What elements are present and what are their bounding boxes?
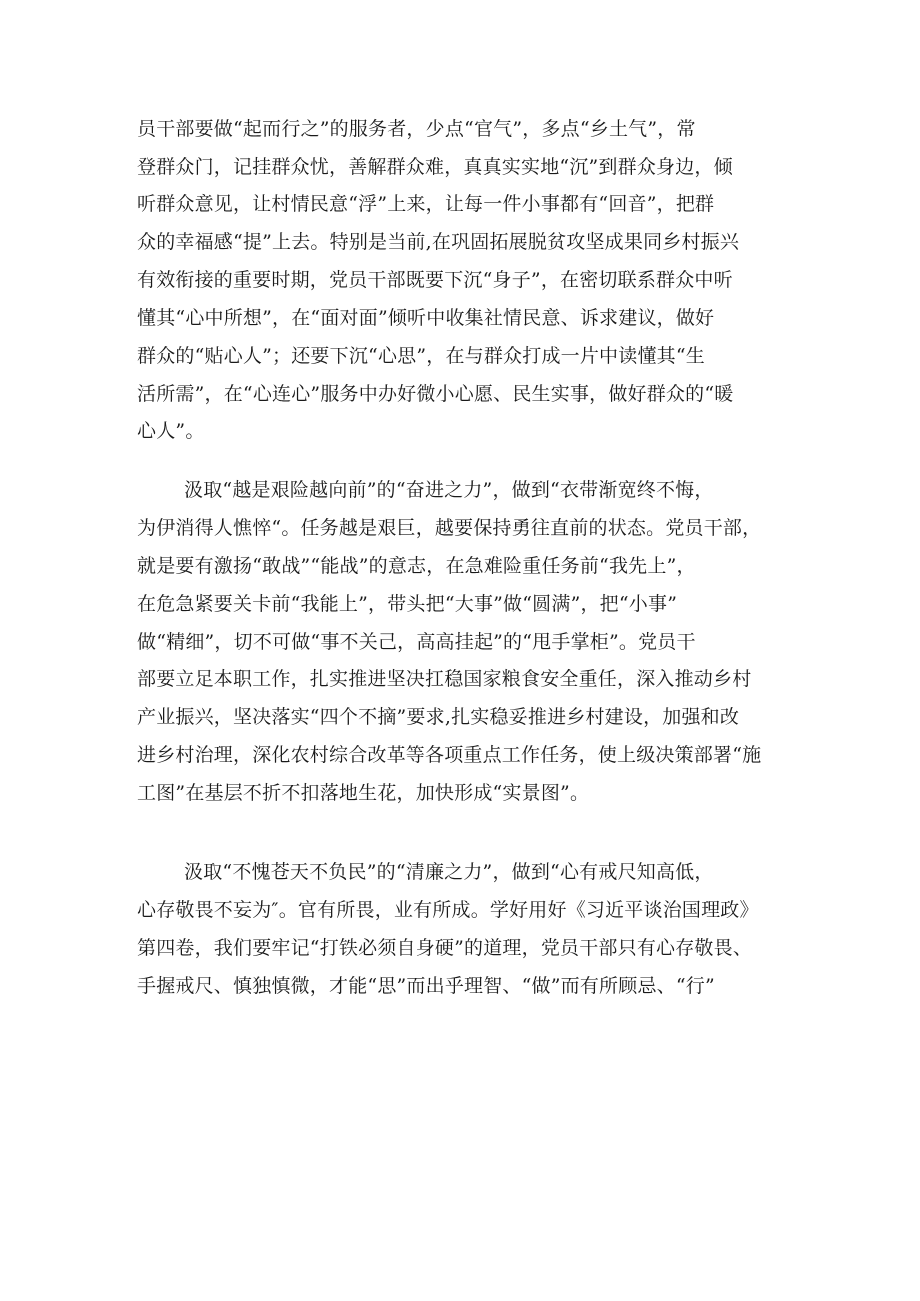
text-line: 做“精细”，切不可做“事不关己，高高挂起”的“甩手掌柜”。党员干 [137, 631, 696, 653]
text-line: 登群众门，记挂群众忧，善解群众难，真真实实地“沉”到群众身边，倾 [137, 156, 733, 178]
text-line: 懂其“心中所想”，在“面对面”倾听中收集社情民意、诉求建议，做好 [137, 307, 715, 329]
text-line: 活所需”，在“心连心”服务中办好微小心愿、民生实事，做好群众的“暖 [137, 383, 734, 405]
text-line: 心存敬畏不妄为″。官有所畏，业有所成。学好用好《习近平谈治国理政》 [137, 899, 759, 921]
text-line: 产业振兴，坚决落实“四个不摘”要求,扎实稳妥推进乡村建设，加强和改 [137, 706, 740, 728]
text-line: 工图”在基层不折不扣落地生花，加快形成“实景图”。 [137, 782, 590, 804]
paragraph-first-line: 汲取“不愧苍天不负民”的“清廉之力”，做到“心有戒尺知高低， [184, 861, 714, 883]
text-line: 听群众意见，让村情民意“浮”上来，让每一件小事都有“回音”，把群 [137, 193, 715, 215]
text-line: 在危急紧要关卡前“我能上”，带头把“大事”做“圆满”，把“小事” [137, 593, 678, 615]
text-line: 群众的“贴心人”；还要下沉“心思”，在与群众打成一片中读懂其“生 [137, 345, 705, 367]
text-line: 员干部要做“起而行之”的服务者，少点“官气”，多点“乡土气”，常 [137, 118, 696, 140]
text-line: 为伊消得人憔悴“。任务越是艰巨，越要保持勇往直前的状态。党员干部， [137, 517, 762, 539]
text-line: 众的幸福感“提”上去。特别是当前,在巩固拓展脱贫攻坚成果同乡村振兴 [137, 231, 740, 253]
text-line: 部要立足本职工作，扎实推进坚决扛稳国家粮食安全重任，深入推动乡村 [137, 668, 752, 690]
text-line: 就是要有激扬“敢战”“能战”的意志，在急难险重任务前“我先上”， [137, 555, 696, 577]
text-line: 第四卷，我们要牢记“打铁必须自身硬”的道理，党员干部只有心存敬畏、 [137, 937, 753, 959]
text-line: 有效衔接的重要时期，党员干部既要下沉“身子”，在密切联系群众中听 [137, 269, 733, 291]
paragraph-first-line: 汲取“越是艰险越向前”的“奋进之力”，做到“衣带渐宽终不悔， [184, 479, 714, 501]
text-line: 进乡村治理，深化农村综合改革等各项重点工作任务，使上级决策部署“施 [137, 744, 762, 766]
text-line: 心人”。 [137, 420, 205, 442]
text-line: 手握戒尺、慎独慎微，才能“思”而出乎理智、“做”而有所顾忌、“行” [137, 975, 715, 997]
